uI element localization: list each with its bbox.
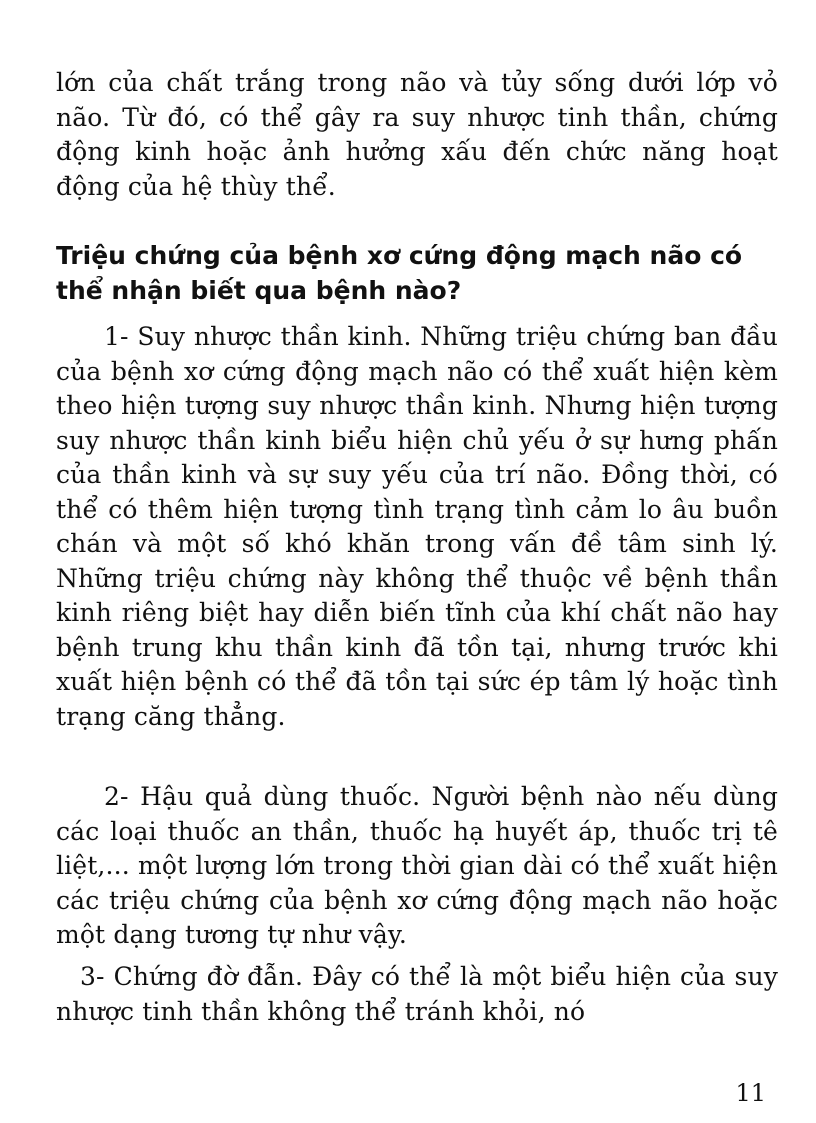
paragraph-symptom-1: 1- Suy nhược thần kinh. Những triệu chứng ban đầu của bệnh xơ cứng động mạch não có thể xuất hiện kèm theo hiện tượng suy nhược thần kinh. Nhưng hiện tượng suy nhược thần kinh biểu hiện chủ yếu ở sự hưng phấn của thần kinh và sự suy yếu của trí não. Đồng thời, có thể có thêm hiện tượng tình trạng tình cảm lo âu buồn chán và một số khó khăn trong vấn đề tâm sinh lý. Những triệu chứng này không thể thuộc về bệnh thần kinh riêng biệt hay diễn biến tĩnh của khí chất não hay bệnh trung khu thần kinh đã tồn tại, nhưng trước khi xuất hiện bệnh có thể đã tồn tại sức ép tâm lý hoặc tình trạng căng thẳng. (56, 322, 778, 731)
paragraph-symptom-2: 2- Hậu quả dùng thuốc. Người bệnh nào nếu dùng các loại thuốc an thần, thuốc hạ huyết áp, thuốc trị tê liệt,... một lượng lớn trong thời gian dài có thể xuất hiện các triệu chứng của bệnh xơ cứng động mạch não hoặc một dạng tương tự như vậy. (56, 782, 778, 949)
page-number: 11 (735, 1079, 766, 1107)
paragraph-symptom-3: 3- Chứng đờ đẫn. Đây có thể là một biểu hiện của suy nhược tinh thần không thể tránh khỏi, nó (56, 962, 778, 1026)
intro-paragraph: lớn của chất trắng trong não và tủy sống dưới lớp vỏ não. Từ đó, có thể gây ra suy nhược tinh thần, chứng động kinh hoặc ảnh hưởng xấu đến chức năng hoạt động của hệ thùy thể. (56, 68, 778, 201)
section-heading: Triệu chứng của bệnh xơ cứng động mạch não có thể nhận biết qua bệnh nào? (56, 241, 743, 305)
